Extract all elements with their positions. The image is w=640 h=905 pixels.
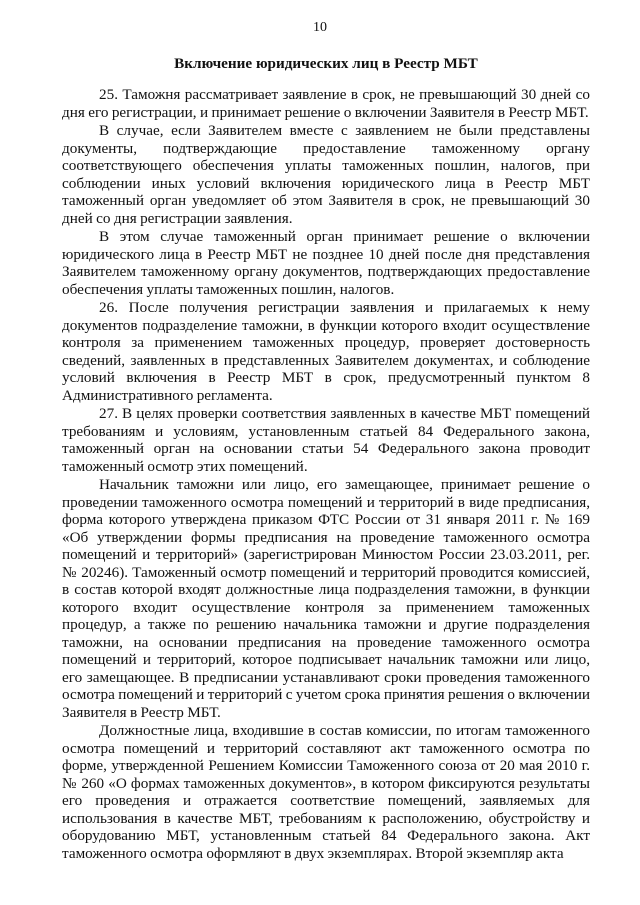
- section-heading: Включение юридических лиц в Реестр МБТ: [174, 55, 478, 72]
- document-body: [62, 86, 590, 863]
- page-number: 10: [313, 20, 327, 35]
- paragraph-26-verification: 26. После получения регистрации заявления и прилагаемых к нему документов подразделение таможни, в функции которого входит осуществление контроля за применением таможенных процедур, проверяет достоверность сведений, заявленных в представленных Заявителем документах, и соблюдение условий включения в Реестр МБТ в срок, предусмотренный пунктом 8 Административного регламента.: [62, 299, 590, 404]
- paragraph-25-review-term: 25. Таможня рассматривает заявление в срок, не превышающий 30 дней со дня его регистрации, и принимает решение о включении Заявителя в Реестр МБТ.: [62, 86, 590, 121]
- paragraph-missing-documents: В случае, если Заявителем вместе с заявлением не были представлены документы, подтверждающие предоставление таможенному органу соответствующего обеспечения уплаты таможенных пошлин, налогов, при соблюдении иных условий включения юридического лица в Реестр МБТ таможенный орган уведомляет об этом Заявителя в срок, не превышающий 30 дней со дня регистрации заявления.: [62, 122, 590, 227]
- paragraph-inspection-order: Начальник таможни или лицо, его замещающее, принимает решение о проведении таможенного осмотра помещений и территорий в виде предписания, форма которого утверждена приказом ФТС России от 31 января 2011 г. № 169 «Об утверждении формы предписания на проведение таможенного осмотра помещений и территорий» (зарегистрирован Минюстом России 23.03.2011, рег. № 20246). Таможенный осмотр помещений и территорий проводится комиссией, в состав которой входят должностные лица подразделения таможни, в функции которого входит осуществление контроля за применением таможенных процедур, а также по решению начальника таможни и другие подразделения таможни, на основании предписания на проведение таможенного осмотра помещений и территорий, которое подписывает начальник таможни или лицо, его замещающее. В предписании устанавливают сроки проведения таможенного осмотра помещений и территорий с учетом срока принятия решения о включении Заявителя в Реестр МБТ.: [62, 476, 591, 721]
- paragraph-decision-deadline: В этом случае таможенный орган принимает решение о включении юридического лица в Реестр МБТ не позднее 10 дней после дня представления Заявителем таможенному органу документов, подтверждающих предоставление обеспечения уплаты таможенных пошлин, налогов.: [62, 228, 590, 298]
- paragraph-inspection-act: Должностные лица, входившие в состав комиссии, по итогам таможенного осмотра помещений и территорий составляют акт таможенного осмотра по форме, утвержденной Решением Комиссии Таможенного союза от 20 мая 2010 г. № 260 «О формах таможенных документов», в котором фиксируются результаты его проведения и отражается соответствие помещений, заявляемых для использования в качестве МБТ, требованиям к расположению, обустройству и оборудованию МБТ, установленным статьей 84 Федерального закона. Акт таможенного осмотра оформляют в двух экземплярах. Второй экземпляр акта: [62, 722, 590, 862]
- paragraph-27-inspection: 27. В целях проверки соответствия заявленных в качестве МБТ помещений требованиям и условиям, установленным статьей 84 Федерального закона, таможенный орган на основании статьи 54 Федерального закона проводит таможенный осмотр этих помещений.: [62, 405, 590, 475]
